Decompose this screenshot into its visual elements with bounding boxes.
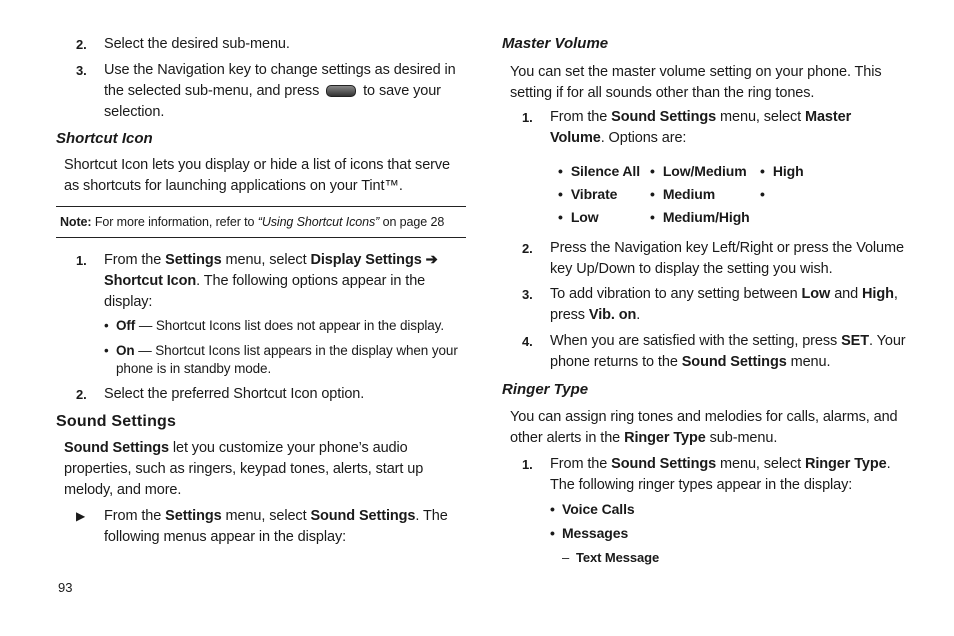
step-text: . Your phone returns to the — [550, 333, 906, 370]
step-2 — [56, 34, 464, 55]
sound-settings-body — [56, 438, 464, 501]
step-text: to save your selection. — [104, 83, 441, 120]
body-text: You can assign ring tones and melodies for calls, alarms, and other alerts in the — [510, 409, 898, 446]
volume-option: • Low — [558, 207, 650, 228]
master-step-3 — [502, 284, 906, 326]
step-number: 2. — [76, 387, 87, 402]
step-text: . The following ringer types appear in the display: — [550, 456, 891, 493]
display-settings-path: Display Settings ➔ Shortcut Icon — [104, 252, 438, 289]
sound-settings-name: Sound Settings — [611, 109, 717, 125]
shortcut-icon-heading: Shortcut Icon — [56, 130, 153, 147]
step-text: menu, select — [720, 109, 802, 125]
option-label: On — [116, 343, 135, 358]
volume-option: • Medium/High — [650, 207, 760, 228]
volume-option: • Medium — [650, 184, 760, 205]
vib-on-label: Vib. on — [588, 307, 637, 323]
settings-menu-name: Settings — [165, 252, 222, 268]
step-text: From the — [550, 456, 608, 472]
step-text: From the — [550, 109, 608, 125]
shortcut-icon-body: Shortcut Icon lets you display or hide a list of icons that serve as shortcuts for launching applications on your Tint™. — [64, 157, 451, 194]
note-page: on page 28 — [382, 215, 445, 229]
step-text: . The following menus appear in the display: — [104, 508, 448, 545]
step-number: 2. — [76, 37, 87, 52]
high-label: High — [862, 286, 894, 302]
step-number: 4. — [522, 334, 533, 349]
ringer-messages — [502, 523, 906, 544]
step-number: 3. — [76, 63, 87, 78]
option-text: — Shortcut Icons list does not appear in the display. — [135, 318, 444, 333]
sound-settings-step — [56, 506, 464, 548]
note-box — [56, 206, 466, 238]
sound-settings-name: Sound Settings — [681, 354, 787, 370]
step-text: Press the Navigation key Left/Right or press the Volume key Up/Down to display the setting you wish. — [550, 240, 904, 277]
step-text: To add vibration to any setting between — [550, 286, 798, 302]
step-text: menu, select — [225, 508, 307, 524]
dash-bullet-icon: – — [562, 550, 570, 565]
step-text: . — [636, 307, 641, 323]
ringer-item-label: Messages — [562, 525, 629, 541]
sound-settings-name: Sound Settings — [64, 440, 169, 456]
master-step-1 — [502, 107, 906, 149]
volume-option: • Silence All — [558, 161, 650, 182]
master-volume-name: Master Volume — [550, 109, 852, 146]
step-text: Select the preferred Shortcut Icon option. — [104, 386, 365, 402]
bullet-icon: • — [550, 525, 555, 541]
volume-option-empty — [760, 184, 840, 205]
body-text: sub-menu. — [709, 430, 778, 446]
ringer-type-body — [502, 407, 906, 449]
step-text: From the — [104, 252, 162, 268]
settings-menu-name: Settings — [165, 508, 222, 524]
left-column — [56, 32, 464, 548]
bullet-icon: • — [104, 343, 109, 358]
ringer-text-message — [502, 548, 906, 568]
step-text: From the — [104, 508, 162, 524]
master-volume-heading: Master Volume — [502, 35, 609, 52]
low-label: Low — [801, 286, 831, 302]
step-number: 3. — [522, 287, 533, 302]
step-number: 1. — [76, 253, 87, 268]
bullet-icon: • — [104, 318, 109, 333]
step-3 — [56, 60, 464, 123]
note-label: Note: — [60, 215, 92, 229]
volume-option: • Vibrate — [558, 184, 650, 205]
ringer-item-label: Voice Calls — [562, 501, 635, 517]
shortcut-step-1 — [56, 250, 464, 313]
master-step-2 — [502, 238, 906, 280]
step-text: Select the desired sub-menu. — [104, 36, 290, 52]
ringer-voice-calls — [502, 499, 906, 520]
page-number: 93 — [58, 580, 73, 595]
option-off — [56, 317, 464, 335]
set-key-label: SET — [841, 333, 870, 349]
step-text: , press — [550, 286, 898, 323]
ringer-subitem-label: Text Message — [576, 550, 660, 565]
ok-key-icon — [326, 85, 356, 97]
volume-options-grid — [502, 161, 906, 228]
bullet-icon: • — [550, 501, 555, 517]
step-text: menu, select — [720, 456, 802, 472]
step-number: 1. — [522, 457, 533, 472]
ringer-type-name: Ringer Type — [804, 456, 887, 472]
sound-settings-heading: Sound Settings — [56, 413, 177, 430]
note-reference: “Using Shortcut Icons” — [257, 215, 380, 229]
ringer-step-1 — [502, 454, 906, 496]
option-text: — Shortcut Icons list appears in the display when your phone is in standby mode. — [116, 343, 458, 376]
step-text: and — [834, 286, 859, 302]
step-text: . Options are: — [600, 130, 687, 146]
volume-option: • High — [760, 161, 840, 182]
master-volume-body: You can set the master volume setting on your phone. This setting if for all sounds other than the ring tones. — [510, 64, 882, 101]
sound-settings-name: Sound Settings — [310, 508, 416, 524]
step-text: menu. — [790, 354, 831, 370]
sound-settings-name: Sound Settings — [611, 456, 717, 472]
triangle-bullet-icon: ▶ — [76, 509, 86, 523]
option-label: Off — [116, 318, 136, 333]
ringer-type-name: Ringer Type — [624, 430, 706, 446]
body-text: let you customize your phone’s audio properties, such as ringers, keypad tones, alerts, start up melody, and more. — [64, 440, 424, 498]
step-number: 1. — [522, 110, 533, 125]
note-text: For more information, refer to — [94, 215, 255, 229]
step-text: . The following options appear in the display: — [104, 273, 426, 310]
step-text: When you are satisfied with the setting, press — [550, 333, 838, 349]
volume-option: • Low/Medium — [650, 161, 760, 182]
master-step-4 — [502, 331, 906, 373]
ringer-type-heading: Ringer Type — [502, 381, 589, 398]
option-on — [56, 342, 464, 378]
shortcut-step-2 — [56, 384, 464, 405]
step-number: 2. — [522, 241, 533, 256]
step-text: menu, select — [225, 252, 307, 268]
right-column — [502, 32, 906, 568]
step-text: Use the Navigation key to change settings as desired in the selected sub-menu, and press — [104, 62, 456, 99]
